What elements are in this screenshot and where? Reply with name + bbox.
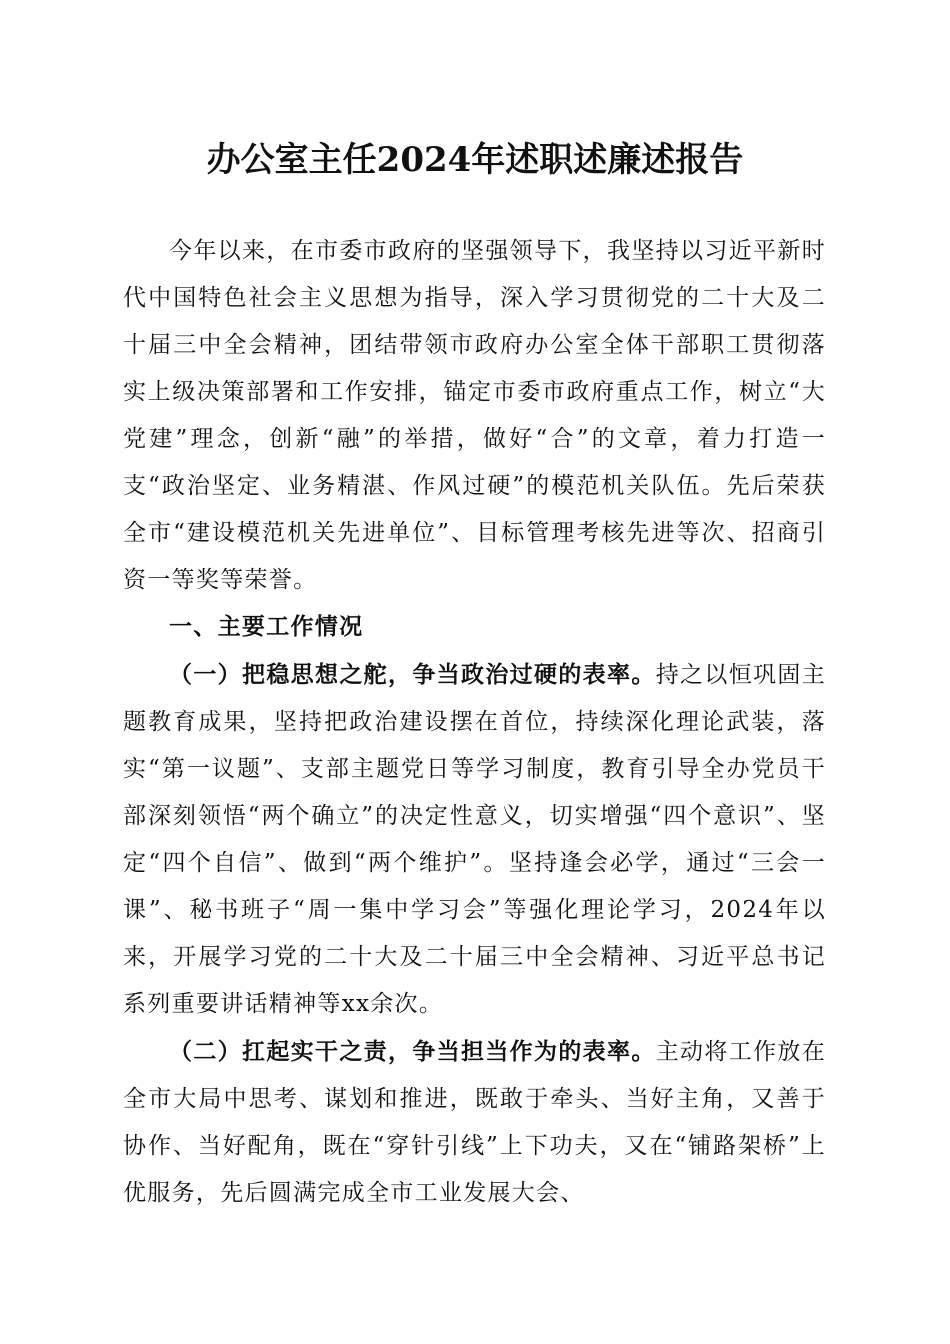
item-1-text: 持之以恒巩固主题教育成果，坚持把政治建设摆在首位，持续深化理论武装，落实“第一议题”、支部主题党日等学习制度，教育引导全办党员干部深刻领悟“两个确立”的决定性意义，切实增强“四个意识”、坚定“四个自信”、做到“两个维护”。坚持逢会必学，通过“三会一课”、秘书班子“周一集中学习会”等强化理论学习，2024年以来，开展学习党的二十大及二十届三中全会精神、习近平总书记系列重要讲话精神等xx余次。 <box>123 662 826 1017</box>
item-1-lead: （一）把稳思想之舵，争当政治过硬的表率。 <box>169 661 656 688</box>
document-body <box>123 228 826 1217</box>
item-1-paragraph <box>123 651 826 1028</box>
item-2-lead: （二）扛起实干之责，争当担当作为的表率。 <box>169 1038 656 1065</box>
section-heading-main-work: 一、主要工作情况 <box>169 614 364 640</box>
intro-paragraph: 今年以来，在市委市政府的坚强领导下，我坚持以习近平新时代中国特色社会主义思想为指导，深入学习贯彻党的二十大及二十届三中全会精神，团结带领市政府办公室全体干部职工贯彻落实上级决策部署和工作安排，锚定市委市政府重点工作，树立“大党建”理念，创新“融”的举措，做好“合”的文章，着力打造一支“政治坚定、业务精湛、作风过硬”的模范机关队伍。先后荣获全市“建设模范机关先进单位”、目标管理考核先进等次、招商引资一等奖等荣誉。 <box>123 238 826 593</box>
document-title: 办公室主任2024年述职述廉述报告 <box>206 140 744 180</box>
item-2-paragraph <box>123 1028 826 1217</box>
item-2-text: 主动将工作放在全市大局中思考、谋划和推进，既敢于牵头、当好主角，又善于协作、当好配角，既在“穿针引线”上下功夫，又在“铺路架桥”上优服务，先后圆满完成全市工业发展大会、 <box>123 1039 826 1206</box>
